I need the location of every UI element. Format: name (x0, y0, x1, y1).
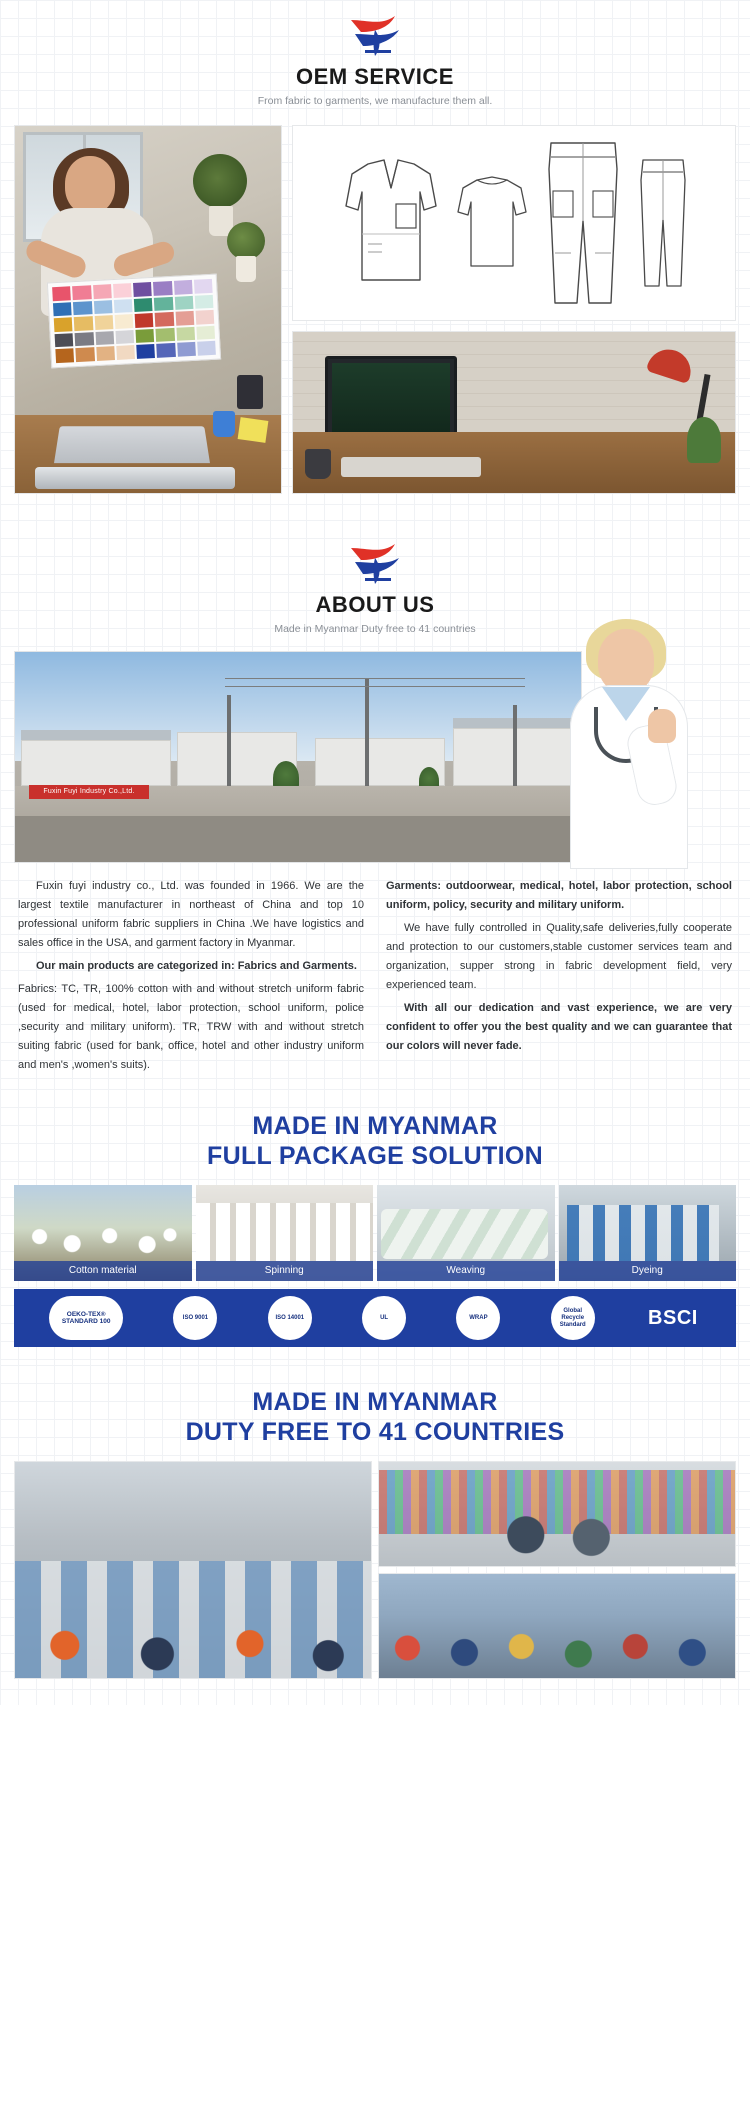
oem-service-section (0, 0, 750, 520)
iso-14001-icon: ISO 14001 (268, 1296, 312, 1340)
global-recycle-standard-icon: Global Recycle Standard (551, 1296, 595, 1340)
bottom-spacer (0, 1679, 750, 1705)
cactus-icon (687, 417, 721, 463)
design-workstation-photo (292, 331, 736, 494)
factory-gate-photo (14, 651, 582, 863)
power-line (225, 678, 525, 679)
about-paragraph: Fuxin fuyi industry co., Ltd. was founded in 1966. We are the largest textile manufacturer in northeast of China and top 10 professional uniform fabric suppliers in China .We have logistics and sales office in the USA, and garment factory in Myanmar. (18, 880, 364, 949)
about-hero-images (14, 651, 736, 863)
step-caption: Spinning (196, 1261, 374, 1281)
duty-title-line1: MADE IN MYANMAR (252, 1388, 498, 1416)
power-line (225, 686, 525, 687)
process-strip (14, 1185, 736, 1281)
keyboard-icon (341, 457, 481, 477)
about-paragraph: Garments: outdoorwear, medical, hotel, labor protection, school uniform, policy, security and military uniform. (386, 880, 732, 911)
utility-pole (513, 705, 517, 791)
iso-9001-icon: ISO 9001 (173, 1296, 217, 1340)
oeko-tex-standard-100-icon: OEKO-TEX® STANDARD 100 (49, 1296, 123, 1340)
dyeing-photo (559, 1185, 737, 1281)
step-caption: Cotton material (14, 1261, 192, 1281)
about-subtitle: Made in Myanmar Duty free to 41 countries (274, 623, 476, 635)
trousers-sketch (635, 154, 691, 292)
oem-image-grid (14, 125, 736, 494)
utility-pole (227, 695, 231, 791)
oem-subtitle: From fabric to garments, we manufacture them all. (257, 95, 493, 107)
step-caption: Weaving (377, 1261, 555, 1281)
color-swatch-book (47, 274, 221, 369)
laptop-icon (35, 427, 235, 489)
duty-image-grid (14, 1461, 736, 1679)
about-right-column (386, 877, 732, 1079)
laptop-base (35, 467, 235, 489)
head-shape (65, 156, 115, 214)
fuxin-fuyi-logo-icon (345, 14, 405, 58)
doctor-thumbs-up-photo (536, 621, 736, 869)
pencil-holder-icon (237, 375, 263, 409)
sewing-floor-photo (14, 1461, 372, 1679)
head-shape (598, 629, 654, 693)
about-paragraph: Fabrics: TC, TR, 100% cotton with and without stretch uniform fabric (used for medical, hotel, labor protection, school uniform, police ,security and military uniform). TR, TRW with and without stretch suiting fabric (used for bank, office, hotel and other industry uniform and men's ,women's suits). (18, 983, 364, 1071)
brand-logo-top (0, 14, 750, 58)
duty-title-line2: DUTY FREE TO 41 COUNTRIES (185, 1418, 565, 1446)
certification-bar (14, 1289, 736, 1347)
about-paragraph: We have fully controlled in Quality,safe deliveries,fully cooperate and protection to our customers,stable customer services team and organization, supper strong in fabric development field, very experienced team. (386, 922, 732, 991)
oem-title: OEM SERVICE (296, 64, 454, 89)
about-left-column (18, 877, 364, 1079)
made-in-myanmar-section (0, 1089, 750, 1365)
fuxin-fuyi-logo-icon (345, 542, 405, 586)
about-us-section (0, 520, 750, 1089)
sticky-notes-icon (238, 417, 269, 443)
workers-group-photo (378, 1573, 736, 1679)
laptop-screen (54, 426, 210, 463)
scrub-top-back-sketch (453, 168, 531, 278)
cargo-pants-sketch (541, 135, 625, 311)
utility-pole (365, 679, 369, 791)
plant-icon (193, 154, 247, 208)
cup-icon (213, 411, 235, 437)
scrub-top-front-sketch (338, 148, 443, 298)
thumbs-up-hand (648, 709, 676, 743)
bsci-certification-icon: BSCI (648, 1306, 698, 1329)
step-caption: Dyeing (559, 1261, 737, 1281)
wrap-certification-icon: WRAP (456, 1296, 500, 1340)
building (21, 740, 171, 786)
about-paragraph-highlight: With all our dedication and vast experience, we are very confident to offer you the best quality and we can guarantee that our colors will never fade. (386, 1002, 732, 1052)
mim-title-line1: MADE IN MYANMAR (252, 1112, 498, 1140)
plant-small-icon (227, 222, 265, 260)
monitor-icon (325, 356, 457, 440)
about-title: ABOUT US (315, 592, 435, 617)
mim-title-line2: FULL PACKAGE SOLUTION (207, 1142, 543, 1170)
about-text-columns (18, 877, 732, 1079)
road (15, 816, 581, 862)
about-paragraph: Our main products are categorized in: Fabrics and Garments. (36, 960, 357, 972)
roof (21, 730, 171, 740)
duty-free-section (0, 1365, 750, 1705)
coffee-cup-icon (305, 449, 331, 479)
weaving-photo (377, 1185, 555, 1281)
monitor-screen (332, 363, 450, 433)
showroom-photo (378, 1461, 736, 1567)
brand-logo-about (0, 542, 750, 586)
spinning-photo (196, 1185, 374, 1281)
ul-certification-icon: UL (362, 1296, 406, 1340)
garment-technical-sketches (292, 125, 736, 321)
cotton-material-photo (14, 1185, 192, 1281)
factory-sign: Fuxin Fuyi Industry Co.,Ltd. (29, 785, 149, 799)
designer-color-swatch-photo (14, 125, 282, 494)
